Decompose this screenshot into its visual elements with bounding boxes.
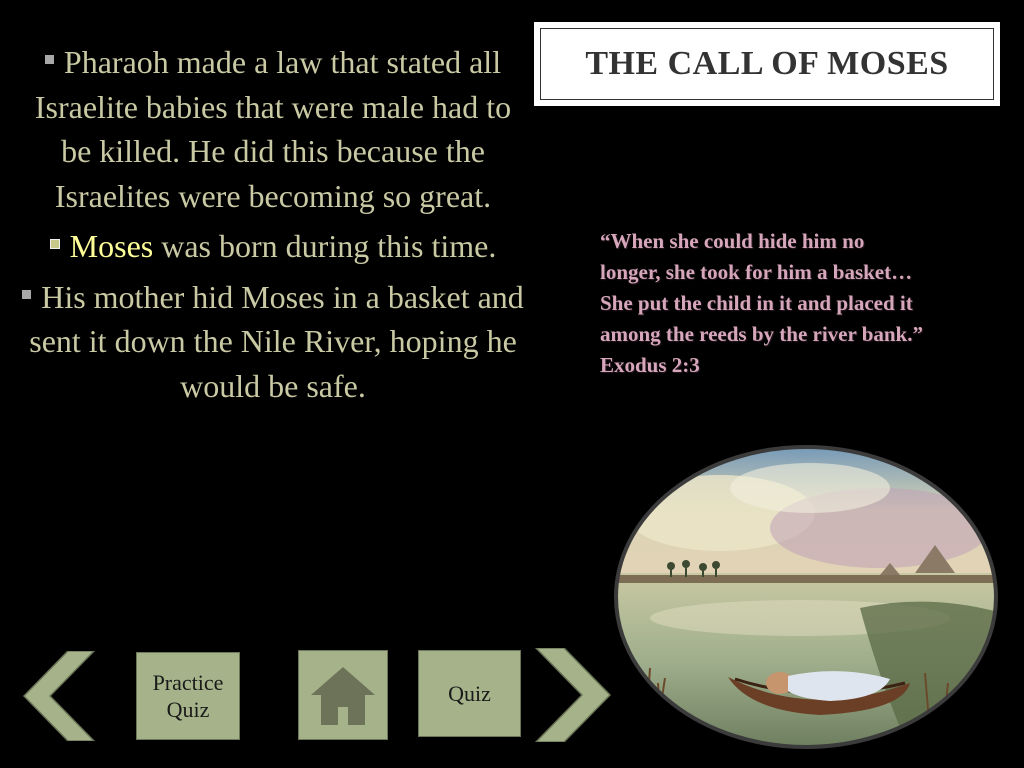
quote-line: longer, she took for him a basket… [600, 260, 913, 284]
bullet-marker [22, 290, 31, 299]
practice-quiz-line2: Quiz [166, 697, 210, 722]
quote-line: She put the child in it and placed it [600, 291, 913, 315]
home-icon [307, 659, 379, 731]
quote-line: among the reeds by the river bank.” [600, 322, 923, 346]
practice-quiz-label [153, 669, 224, 723]
chevron-right-icon[interactable] [532, 648, 614, 742]
chevron-left-icon[interactable] [20, 651, 96, 741]
quiz-button[interactable] [418, 650, 521, 737]
practice-quiz-line1: Practice [152, 670, 224, 695]
quote-line: “When she could hide him no [600, 229, 865, 253]
home-button[interactable] [298, 650, 388, 740]
bullet-text: was born during this time. [153, 228, 497, 264]
moses-basket-painting [610, 443, 1002, 751]
page-title: THE CALL OF MOSES [585, 45, 949, 82]
title-box [534, 22, 1000, 106]
bullet-marker [50, 239, 60, 249]
bullet-item [18, 275, 528, 409]
practice-quiz-button[interactable] [136, 652, 240, 740]
scripture-quote [600, 226, 1000, 381]
quiz-label: Quiz [448, 681, 491, 706]
bullet-list [18, 40, 528, 414]
title-frame [540, 28, 994, 100]
bullet-item [18, 40, 528, 218]
bullet-text: His mother hid Moses in a basket and sent it down the Nile River, hoping he would be safe. [29, 278, 524, 404]
bullet-item [18, 224, 528, 269]
quote-reference: Exodus 2:3 [600, 353, 700, 377]
bullet-text: Pharaoh made a law that stated all Israelite babies that were male had to be killed. He did this because the Israelites were becoming so great. [34, 44, 512, 214]
bullet-marker [45, 55, 54, 64]
moses-hyperlink[interactable]: Moses [69, 228, 154, 264]
